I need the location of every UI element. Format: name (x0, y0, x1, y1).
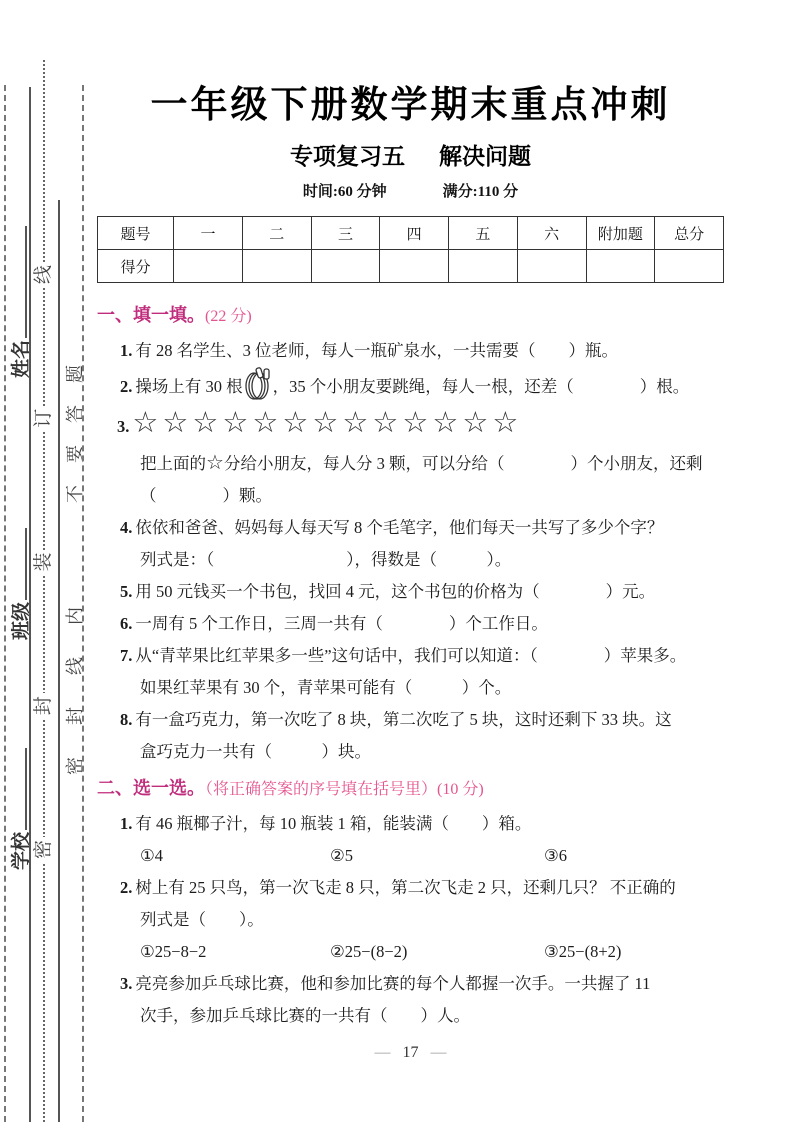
section2-heading (97, 776, 724, 802)
question-number: 4. (120, 518, 133, 537)
score-cell (242, 250, 311, 283)
section2-hint: （将正确答案的序号填在括号里） (205, 781, 438, 798)
binding-char: 线 (33, 262, 55, 287)
question (97, 403, 724, 447)
footer-dash: — (430, 1044, 447, 1061)
class-label: 班级 (11, 601, 32, 640)
question-number: 3. (117, 417, 130, 436)
question-text: 如果红苹果有 30 个，青苹果可能有（ ）个。 (140, 678, 512, 697)
score-col-header: 五 (449, 217, 518, 250)
question (97, 872, 724, 904)
subtitle-left: 专项复习五 (290, 143, 405, 169)
spine-solid-line-1 (29, 87, 31, 1122)
question-text: 一周有 5 个工作日，三周一共有（ ）个工作日。 (135, 614, 548, 633)
score-cell (380, 250, 449, 283)
score-table (97, 216, 724, 283)
score-col-header: 六 (517, 217, 586, 250)
option-3: ③6 (544, 846, 568, 865)
question-text: 用 50 元钱买一个书包，找回 4 元，这个书包的价格为（ ）元。 (135, 582, 656, 601)
option-1: ①25−8−2 (140, 942, 207, 961)
binding-char: 装 (33, 550, 55, 575)
question-text: 列式是（ ）。 (140, 910, 264, 929)
options-row (97, 936, 724, 968)
question-continued (97, 447, 724, 480)
page-subtitle (97, 138, 724, 171)
seal-text-part2: 不要答题 (65, 343, 85, 503)
score-cell (655, 250, 724, 283)
question-text: 列式是：（ ），得数是（ ）。 (140, 550, 512, 569)
question-continued (97, 904, 724, 936)
question-text: 树上有 25 只鸟，第一次飞走 8 只，第二次飞走 2 只，还剩几只？ 不正确的 (135, 878, 676, 897)
binding-char: 订 (33, 406, 55, 431)
score-table-score-row (98, 250, 724, 283)
section1-title: 一、填一填。 (97, 305, 205, 325)
question-text: 把上面的 (140, 454, 206, 473)
options-row (97, 840, 724, 872)
exam-meta (97, 180, 724, 201)
question-text: （ ）颗。 (140, 486, 272, 505)
school-blank-line (8, 748, 27, 830)
seal-text-part1: 密封线内 (65, 575, 85, 775)
outer-dashed-line (4, 85, 6, 1122)
score-col-header: 题号 (98, 217, 174, 250)
question (97, 576, 724, 608)
question (97, 968, 724, 1000)
score-cell (174, 250, 243, 283)
page-title: 一年级下册数学期末重点冲刺 (150, 84, 671, 125)
question-number: 2. (120, 878, 133, 897)
question (97, 640, 724, 672)
score-col-header: 一 (174, 217, 243, 250)
question-text: 有 28 名学生、3 位老师，每人一瓶矿泉水，一共需要（ ）瓶。 (135, 341, 618, 360)
score-col-header: 四 (380, 217, 449, 250)
score-cell (517, 250, 586, 283)
score-table-header-row (98, 217, 724, 250)
question-continued (97, 736, 724, 768)
question-text: 从“青苹果比红苹果多一些”这句话中，我们可以知道：（ ）苹果多。 (135, 646, 687, 665)
page-footer (97, 1044, 724, 1062)
section2-score: (10 分) (437, 781, 484, 798)
footer-dash: — (374, 1044, 391, 1061)
name-label: 姓名 (11, 339, 32, 378)
class-blank-line (8, 528, 27, 600)
score-row-label: 得分 (98, 250, 174, 283)
main-content (97, 0, 724, 1062)
section1-score: (22 分) (205, 308, 252, 325)
section2-title: 二、选一选。 (97, 778, 205, 798)
question (97, 512, 724, 544)
school-label: 学校 (11, 831, 32, 870)
score-col-header: 三 (311, 217, 380, 250)
star-row: ☆☆☆☆☆☆☆☆☆☆☆☆☆ (132, 407, 523, 439)
name-blank-line (8, 226, 27, 338)
section2-questions (97, 808, 724, 1032)
question-continued (97, 544, 724, 576)
question (97, 704, 724, 736)
score-col-header: 二 (242, 217, 311, 250)
score-cell (311, 250, 380, 283)
score-cell (586, 250, 655, 283)
question-text: 操场上有 30 根 (135, 377, 243, 396)
question-number: 6. (120, 614, 133, 633)
score-col-header: 附加题 (586, 217, 655, 250)
binding-line-text (33, 262, 55, 862)
question-text: 次手，参加乒乓球比赛的一共有（ ）人。 (140, 1006, 470, 1025)
question-number: 1. (120, 341, 133, 360)
question (97, 808, 724, 840)
question (97, 608, 724, 640)
question-text: 有 46 瓶椰子汁，每 10 瓶装 1 箱，能装满（ ）箱。 (135, 814, 532, 833)
section1-heading (97, 303, 724, 329)
option-1: ①4 (140, 846, 164, 865)
question-text: 分给小朋友，每人分 3 颗，可以分给（ ）个小朋友，还剩 (223, 454, 703, 473)
score-cell (449, 250, 518, 283)
option-2: ②5 (330, 846, 354, 865)
time-label: 时间:60 分钟 (302, 184, 387, 200)
question-continued (97, 672, 724, 704)
question-text: 盒巧克力一共有（ ）块。 (140, 742, 371, 761)
question-text: 有一盒巧克力，第一次吃了 8 块，第二次吃了 5 块，这时还剩下 33 块。这 (135, 710, 672, 729)
binding-char: 密 (33, 837, 55, 862)
star-icon: ☆ (206, 452, 224, 474)
page-number: 17 (402, 1044, 419, 1061)
question-number: 1. (120, 814, 133, 833)
question-continued (97, 1000, 724, 1032)
question-number: 3. (120, 974, 133, 993)
question-text: 依依和爸爸、妈妈每人每天写 8 个毛笔字，他们每天一共写了多少个字？ (135, 518, 664, 537)
question (97, 367, 724, 403)
question-continued (97, 480, 724, 512)
question-number: 2. (120, 377, 133, 396)
question-text: ，35 个小朋友要跳绳，每人一根，还差（ ）根。 (272, 377, 690, 396)
question (97, 335, 724, 367)
question-number: 8. (120, 710, 133, 729)
question-number: 5. (120, 582, 133, 601)
seal-dashed-line (82, 85, 84, 1122)
spine-solid-line-2 (58, 200, 60, 1122)
section1-questions (97, 335, 724, 768)
subtitle-right: 解决问题 (439, 143, 531, 169)
score-col-header: 总分 (655, 217, 724, 250)
full-score-label: 满分:110 分 (442, 184, 519, 200)
question-number: 7. (120, 646, 133, 665)
question-text: 亮亮参加乒乓球比赛，他和参加比赛的每个人都握一次手。一共握了 11 (135, 974, 651, 993)
option-2: ②25−(8−2) (330, 942, 408, 961)
jump-rope-icon (244, 367, 272, 401)
binding-char: 封 (33, 693, 55, 718)
option-3: ③25−(8+2) (544, 942, 622, 961)
